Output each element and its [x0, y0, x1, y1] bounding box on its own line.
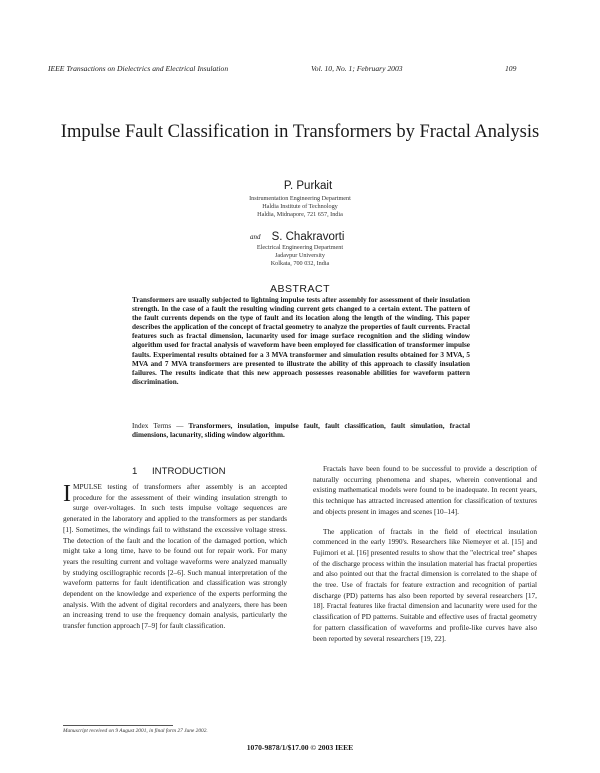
index-terms	[132, 422, 470, 440]
body-paragraph: Fractals have been found to be successful to provide a description of naturally occurring phenomena and shapes, wherein conventional and existing mathematical models were found to be inadequate. In recent years, this technique has attracted increased attention for classification of textures and objects present in images and scenes [10–14].	[313, 464, 537, 516]
author-name: P. Purkait	[283, 180, 333, 192]
abstract-heading: ABSTRACT	[269, 283, 330, 295]
body-paragraph: The application of fractals in the field of electrical insulation commenced in the early 1990's. Researchers like Niemeyer et al. [15] and Fujimori et al. [16] presented results to show that the "electrical tree" shapes of the discharge process within the insulation material has fractal properties and also pointed out that the fractal dimension is correlated to the shape of the tree. Use of fractals for feature extraction and recognition of partial discharge (PD) patterns has also been reported by several researchers [17, 18]. Fractal features like fractal dimension and lacunarity were used for the classification of PD patterns. Suitable and effective uses of fractal geometry for pattern classification of waveforms and profile-like curves have also been reported by several researchers [19, 22].	[313, 526, 537, 643]
intro-paragraph: MPULSE testing of transformers after assembly is an accepted procedure for the assessment of their winding insulation strength to surge over-voltages. In such tests impulse voltage sequences are generated in the laboratory and applied to the transformers as per standards [1]. Sometimes, the windings fail to withstand the excessive voltage stress. The detection of the fault and the location of the damaged portion, which might take a long time, have to be found out for repair work. For many years the resulting current and voltage waveforms were analyzed manually by studying oscillographic records [2–6]. Such manual interpretation of the waveform patterns for fault identification and classification was strongly dependent on the knowledge and experience of the experts performing the analysis. With the advent of digital recorders and analyzers, there has been an increasing trend to use the frequency domain analysis, particularly the transfer function approach [7–9] for fault classification.	[63, 482, 287, 631]
affiliation-line: Haldia Institute of Technology	[262, 202, 338, 210]
journal-name: IEEE Transactions on Dielectrics and Electrical Insulation	[48, 64, 229, 73]
section-heading	[132, 466, 226, 477]
right-column	[313, 464, 537, 644]
section-title: INTRODUCTION	[152, 466, 226, 477]
footnote-divider	[63, 725, 173, 726]
drop-cap: I	[63, 481, 71, 507]
volume-info: Vol. 10, No. 1; February 2003	[311, 64, 403, 73]
author-name: S. Chakravorti	[271, 231, 345, 243]
affiliation-line: Haldia, Midnapore, 721 657, India	[257, 210, 343, 218]
index-terms-label: Index Terms —	[132, 422, 184, 430]
and-connector: and	[250, 233, 261, 241]
abstract-text: Transformers are usually subjected to lightning impulse tests after assembly for assessment of their insulation strength. In the case of a fault the resulting winding current gets changed to a certain extent. The pattern of the fault currents depends on the type of fault and its location along the length of the winding. This paper describes the application of the concept of fractal geometry to analyze the properties of fault currents. Fractal features such as fractal dimension, lacunarity used for image surface recognition and the sliding window algorithm used for fractal analysis of waveform have been employed for classification of transformer impulse faults. Experimental results obtained for a 3 MVA transformer and simulation results obtained for 3 MVA, 5 MVA and 7 MVA transformers are presented to illustrate the ability of this approach to classify insulation failures. The results indicate that this new approach possesses reasonable abilities for waveform pattern discrimination.	[132, 296, 470, 386]
page-number: 109	[505, 64, 517, 73]
paper-title: Impulse Fault Classification in Transformers by Fractal Analysis	[60, 122, 540, 142]
affiliation-line: Instrumentation Engineering Department	[249, 195, 351, 202]
author-affiliation	[0, 244, 600, 267]
copyright-footer: 1070-9878/1/$17.00 © 2003 IEEE	[246, 743, 354, 752]
left-column	[63, 482, 287, 632]
author-affiliation	[0, 195, 600, 218]
affiliation-line: Kolkata, 700 032, India	[270, 259, 330, 267]
paragraph-gap	[313, 518, 537, 527]
index-terms-text: Transformers, insulation, impulse fault, fault classification, fault simulation, fractal dimensions, lacunarity, sliding window algorithm.	[132, 422, 470, 440]
affiliation-line: Jadavpur University	[274, 251, 325, 259]
manuscript-footnote: Manuscript received on 9 August 2001, in final form 27 June 2002.	[63, 728, 208, 734]
affiliation-line: Electrical Engineering Department	[256, 244, 344, 251]
section-number: 1	[132, 466, 138, 477]
